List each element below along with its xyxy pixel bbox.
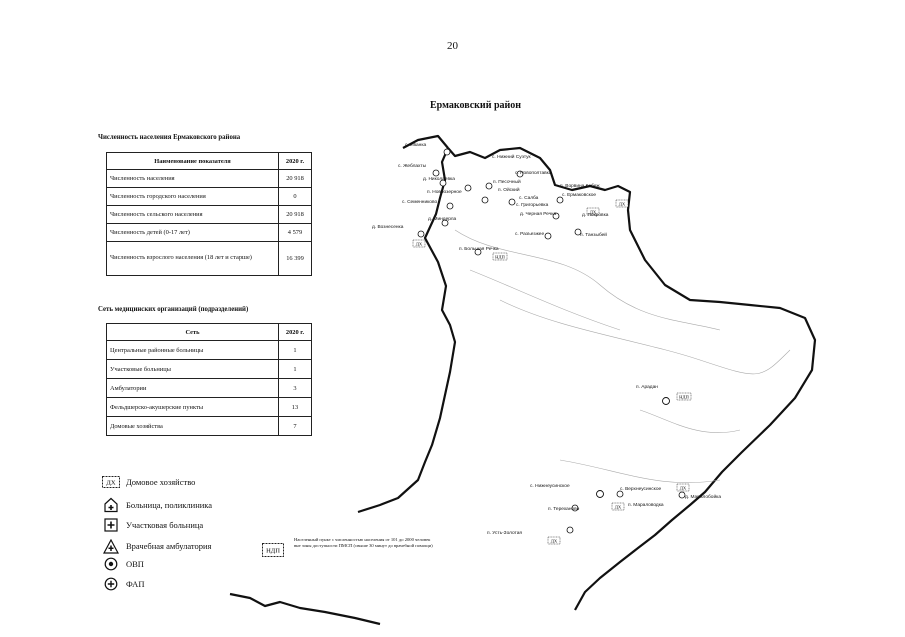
map-badge-dh: ДХ: [550, 538, 558, 544]
map-badges: [413, 200, 691, 544]
map-label: д. Миндерла: [428, 217, 457, 222]
map-label: с. Салба: [519, 196, 539, 201]
network-row-label: Участковые больницы: [107, 360, 279, 379]
population-row-value: 0: [279, 188, 312, 206]
network-header-year: 2020 г.: [279, 324, 312, 341]
network-row-value: 1: [279, 341, 312, 360]
map-title: Ермаковский район: [430, 100, 522, 111]
map-label: с. Нижний Суэтук: [492, 155, 531, 160]
page-number: 20: [447, 40, 458, 52]
map-badge-dh: ДХ: [614, 504, 622, 510]
settlement-marker: [567, 527, 573, 533]
population-row-label: Численность детей (0-17 лет): [107, 224, 279, 242]
map-label: п. Усть-Золотая: [487, 531, 522, 536]
settlement-marker: [663, 398, 670, 405]
map-label: с. Григорьевка: [516, 203, 549, 208]
population-title: Численность населения Ермаковского района: [98, 134, 241, 141]
network-row-label: Амбулатории: [107, 379, 279, 398]
map-label: д. Николаевка: [423, 177, 455, 182]
household-symbol: ДХ: [106, 479, 116, 487]
map-label: п. Новоозерное: [427, 190, 462, 195]
map-label: с. Верхнеусинское: [620, 487, 662, 492]
settlement-marker: [597, 491, 604, 498]
legend-label: Участковая больница: [126, 520, 204, 530]
rivers: [455, 230, 790, 483]
map-label: с. Семенниково: [402, 200, 438, 205]
legend-label: Врачебная амбулатория: [126, 541, 212, 551]
network-row-label: Фельдшерско-акушерские пункты: [107, 398, 279, 417]
legend-label: Домовое хозяйство: [126, 477, 196, 487]
network-row-value: 3: [279, 379, 312, 398]
settlement-marker: [482, 197, 488, 203]
map-badge-ndp: НДП: [679, 394, 689, 400]
map-label: с. Ермаковское: [562, 193, 597, 198]
map-badge-ndp: НДП: [495, 254, 505, 260]
settlement-marker: [418, 231, 424, 237]
legend-label: Больница, поликлиника: [126, 500, 213, 510]
population-header-indicator: Наименование показателя: [107, 153, 279, 170]
population-row-value: 4 579: [279, 224, 312, 242]
map-badge-dh: ДХ: [589, 209, 597, 215]
map-label: п. Танзыбей: [580, 233, 607, 238]
network-header-name: Сеть: [107, 324, 279, 341]
ndp-note-text: Населенный пункт с численностью населения от 101 до 2000 человек вне зоны доступности ПМСП (свыше 30 минут до врачебной помощи): [294, 537, 433, 549]
network-row-value: 1: [279, 360, 312, 379]
map-label: п. Ворвина Кебеж: [560, 184, 600, 189]
map-label: п. Большая Речка: [459, 247, 499, 252]
settlement-marker: [447, 203, 453, 209]
district-boundary: [230, 136, 815, 624]
population-row-value: 20 918: [279, 206, 312, 224]
settlement-marker: [509, 199, 515, 205]
map-label: п. Песочный: [493, 180, 521, 185]
network-row-label: Центральные районные больницы: [107, 341, 279, 360]
settlement-marker: [433, 170, 439, 176]
population-row-label: Численность сельского населения: [107, 206, 279, 224]
population-row-label: Численность городского населения: [107, 188, 279, 206]
population-row-label: Численность населения: [107, 170, 279, 188]
map-label: п. Арадан: [636, 385, 658, 390]
settlement-marker: [444, 149, 450, 155]
network-title: Сеть медицинских организаций (подразделений): [98, 306, 249, 313]
map-label: п. Тереханово: [548, 507, 580, 512]
population-row-value: 16 399: [279, 242, 312, 276]
map-label: с. Новополтавка: [515, 171, 552, 176]
map-badge-dh: ДХ: [618, 201, 626, 207]
map-label: с. Разъезжее: [515, 232, 545, 237]
map-label: д. Черная Речка: [520, 212, 557, 217]
map-label: д. Вознесенка: [372, 225, 404, 230]
settlement-markers: [415, 149, 685, 533]
legend-label: ОВП: [126, 559, 144, 569]
map-badge-dh: ДХ: [415, 241, 423, 247]
population-row-value: 20 918: [279, 170, 312, 188]
map-label: с. Иванка: [405, 143, 427, 148]
network-row-value: 7: [279, 417, 312, 436]
ndp-symbol: НДП: [266, 547, 280, 555]
network-row-label: Домовые хозяйства: [107, 417, 279, 436]
settlement-marker: [465, 185, 471, 191]
map-label: с. Нижнеусинское: [530, 484, 570, 489]
map-label: с. Жеблахты: [398, 164, 427, 169]
settlement-marker: [486, 183, 492, 189]
settlement-marker: [545, 233, 551, 239]
map-label: п. Мараловодка: [628, 503, 664, 508]
map-label: д. Маралобойка: [685, 495, 722, 500]
network-row-value: 13: [279, 398, 312, 417]
map-badge-dh: ДХ: [679, 485, 687, 491]
population-row-label: Численность взрослого населения (18 лет и старше): [107, 242, 279, 276]
map-label: д. Покровка: [582, 213, 609, 218]
map-label: п. Ойский: [498, 188, 520, 193]
legend-label: ФАП: [126, 579, 145, 589]
population-header-year: 2020 г.: [279, 153, 312, 170]
